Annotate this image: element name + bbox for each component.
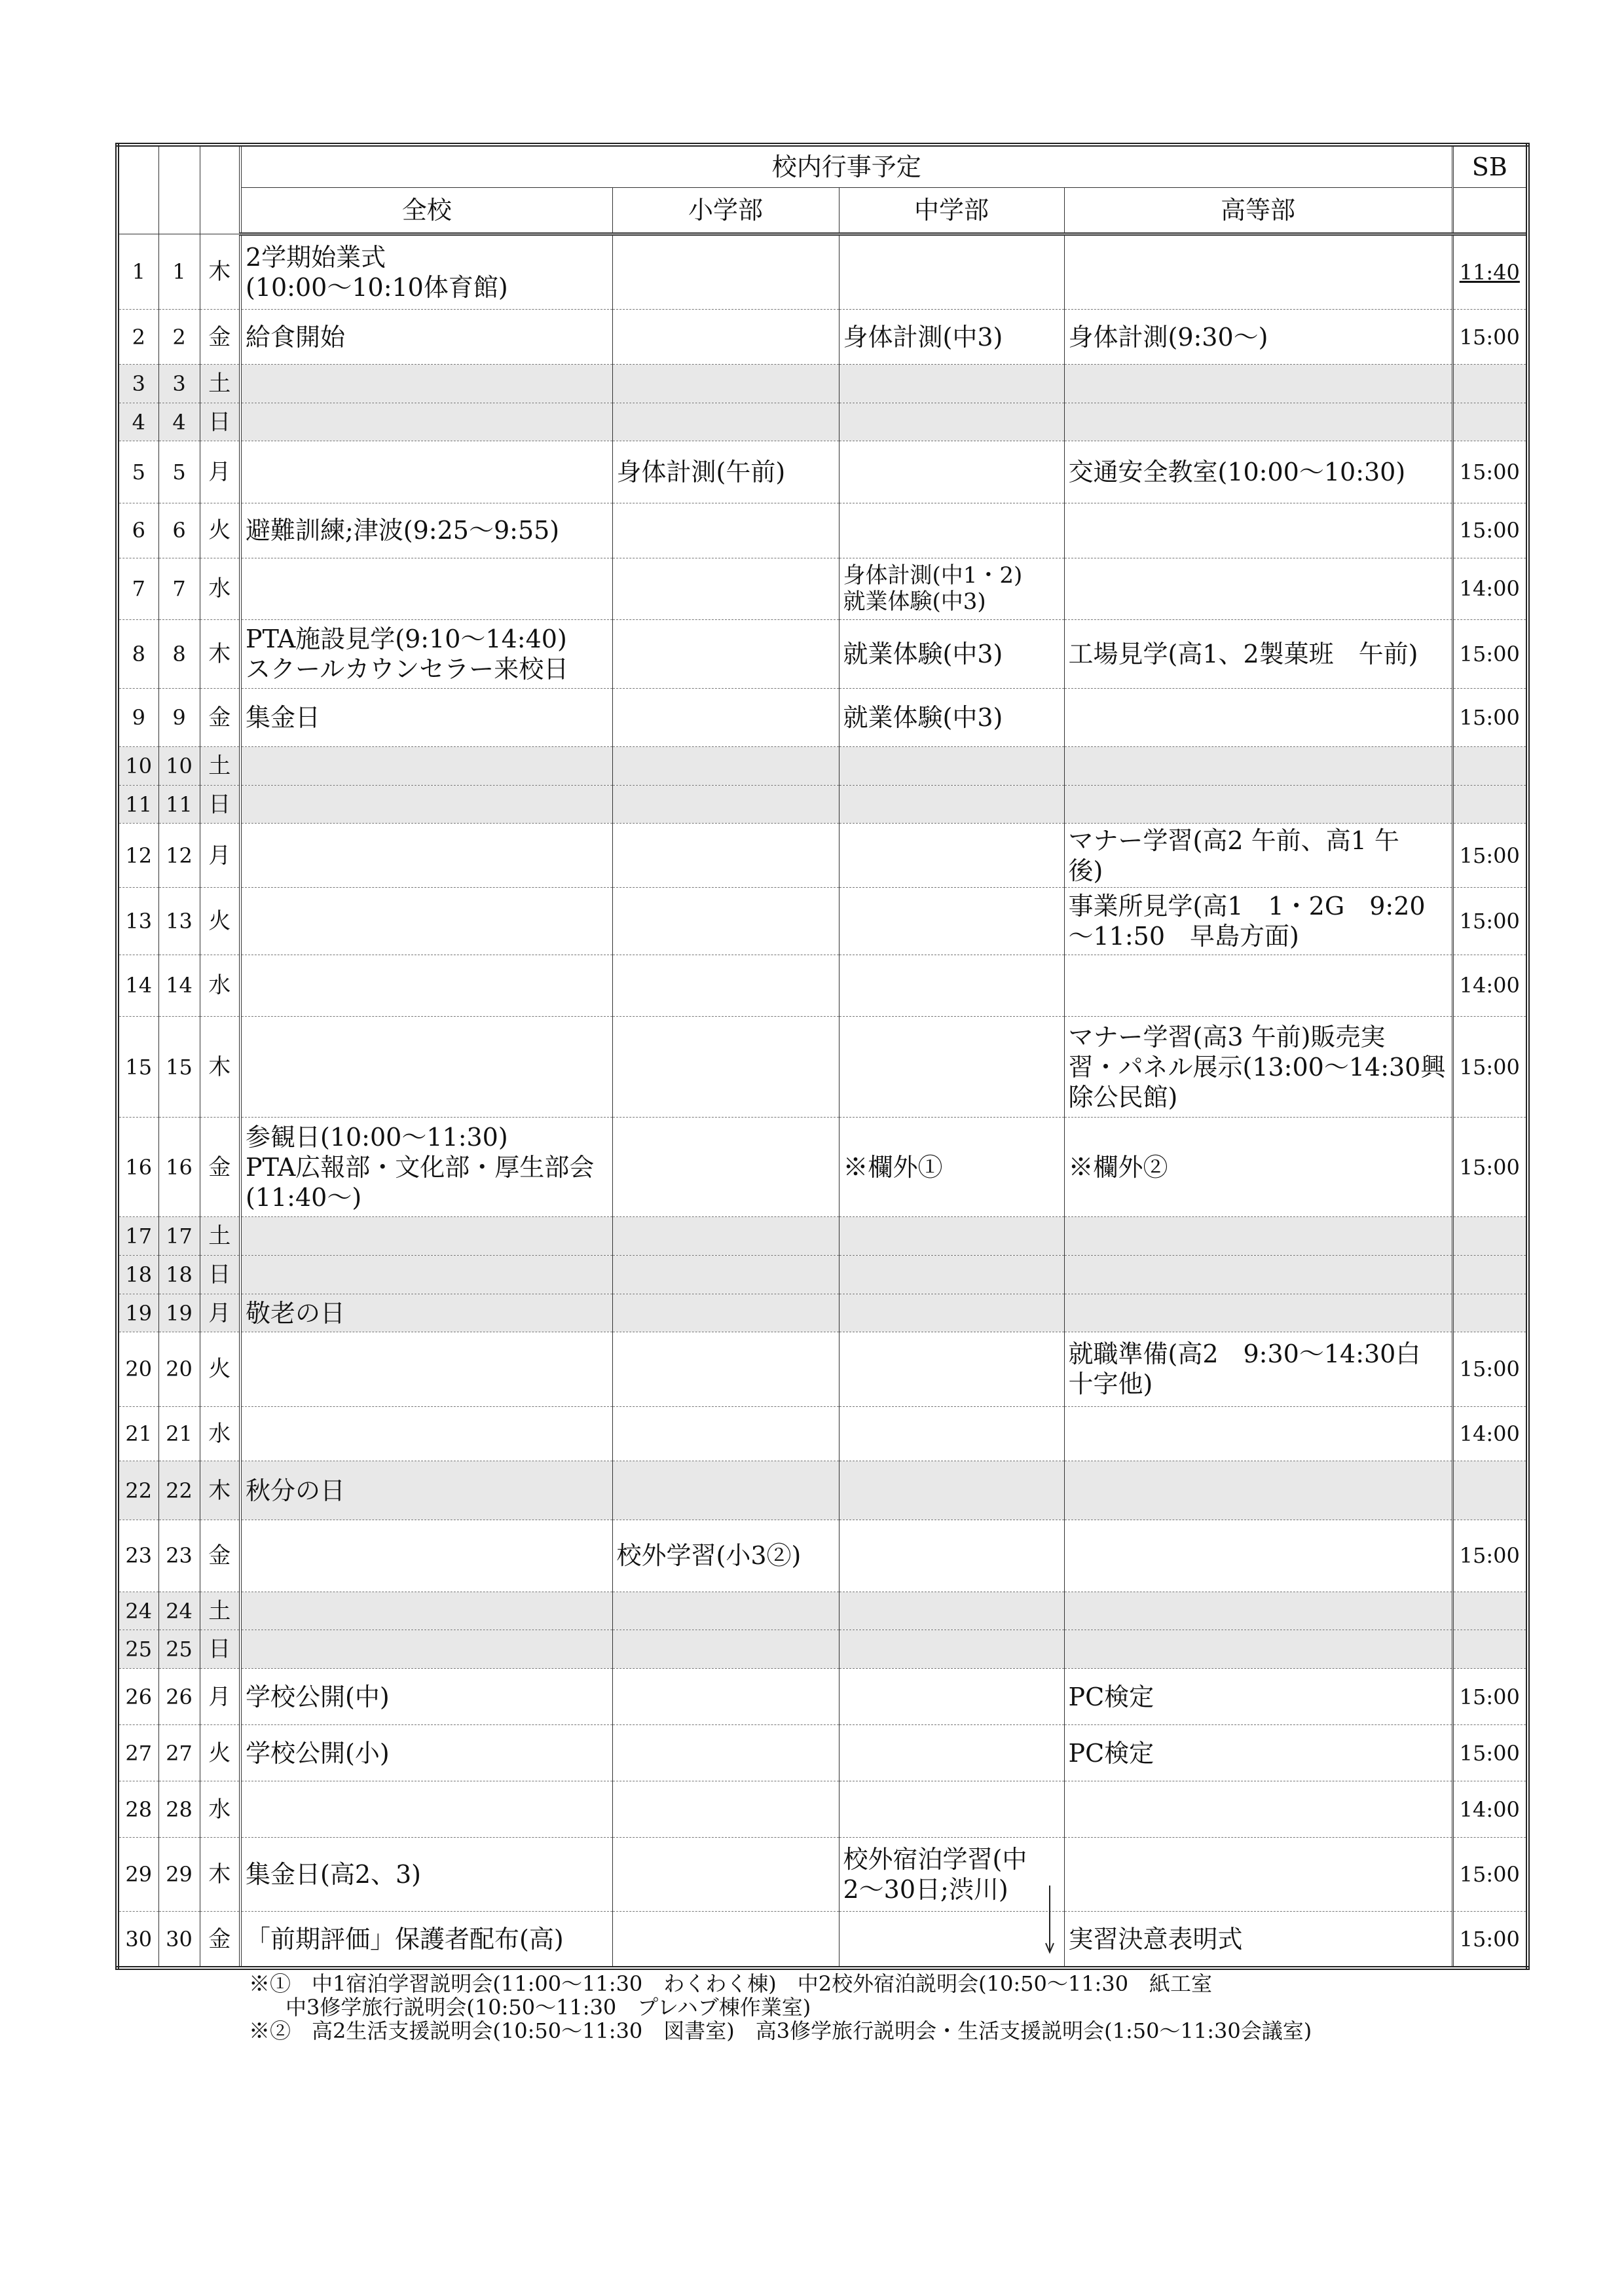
table-row	[117, 785, 1528, 824]
cell-elementary	[612, 1669, 839, 1725]
cell-junior-high	[839, 1912, 1064, 1968]
row-number: 13	[117, 887, 158, 955]
cell-junior-high	[839, 365, 1064, 403]
row-date: 26	[158, 1669, 200, 1725]
row-date: 12	[158, 824, 200, 888]
cell-high-school	[1064, 955, 1452, 1016]
row-number: 27	[117, 1725, 158, 1781]
cell-high-school	[1064, 234, 1452, 309]
cell-junior-high	[839, 1630, 1064, 1669]
cell-sb-time: 15:00	[1452, 1520, 1528, 1592]
cell-all-school	[240, 365, 612, 403]
cell-all-school: 集金日	[240, 688, 612, 746]
cell-high-school: 交通安全教室(10:00〜10:30)	[1064, 441, 1452, 503]
cell-junior-high: ※欄外①	[839, 1118, 1064, 1217]
table-row	[117, 1406, 1528, 1461]
table-row	[117, 1118, 1528, 1217]
footnote-1-cont: 中3修学旅行説明会(10:50〜11:30 プレハブ棟作業室)	[286, 1995, 811, 2020]
cell-high-school	[1064, 688, 1452, 746]
cell-sb-time: 15:00	[1452, 1669, 1528, 1725]
cell-all-school: 学校公開(中)	[240, 1669, 612, 1725]
row-weekday: 火	[200, 1725, 240, 1781]
row-weekday: 木	[200, 1838, 240, 1912]
row-date: 6	[158, 503, 200, 558]
table-row	[117, 1725, 1528, 1781]
cell-sb-time: 15:00	[1452, 1332, 1528, 1406]
cell-sb-time	[1452, 365, 1528, 403]
row-date: 3	[158, 365, 200, 403]
cell-elementary	[612, 688, 839, 746]
cell-elementary	[612, 1781, 839, 1838]
cell-junior-high	[839, 1461, 1064, 1520]
header-col-elementary: 小学部	[612, 187, 839, 234]
cell-junior-high	[839, 1781, 1064, 1838]
row-weekday: 金	[200, 1912, 240, 1968]
cell-sb-time	[1452, 1630, 1528, 1669]
row-date: 1	[158, 234, 200, 309]
row-date: 2	[158, 310, 200, 365]
cell-elementary	[612, 1118, 839, 1217]
cell-high-school	[1064, 1406, 1452, 1461]
cell-high-school	[1064, 1255, 1452, 1294]
cell-elementary	[612, 1406, 839, 1461]
cell-high-school	[1064, 503, 1452, 558]
cell-all-school	[240, 1630, 612, 1669]
table-row	[117, 1217, 1528, 1256]
cell-high-school: 工場見学(高1、2製菓班 午前)	[1064, 620, 1452, 689]
table-row	[117, 310, 1528, 365]
cell-all-school	[240, 1255, 612, 1294]
footnotes	[249, 1972, 1493, 2043]
row-number: 22	[117, 1461, 158, 1520]
cell-elementary	[612, 785, 839, 824]
cell-elementary	[612, 1294, 839, 1332]
row-weekday: 木	[200, 234, 240, 309]
cell-elementary	[612, 558, 839, 619]
cell-junior-high: 校外宿泊学習(中 2〜30日;渋川)	[839, 1838, 1064, 1912]
row-number: 17	[117, 1217, 158, 1256]
row-number: 4	[117, 403, 158, 441]
row-weekday: 水	[200, 1781, 240, 1838]
header-title: 校内行事予定	[240, 145, 1452, 187]
cell-junior-high: 身体計測(中1・2) 就業体験(中3)	[839, 558, 1064, 619]
cell-junior-high	[839, 1217, 1064, 1256]
cell-sb-time: 15:00	[1452, 887, 1528, 955]
row-weekday: 金	[200, 310, 240, 365]
cell-sb-time	[1452, 1217, 1528, 1256]
cell-sb-time	[1452, 403, 1528, 441]
cell-sb-time: 15:00	[1452, 824, 1528, 888]
cell-high-school	[1064, 1520, 1452, 1592]
cell-all-school	[240, 955, 612, 1016]
cell-high-school: 身体計測(9:30〜)	[1064, 310, 1452, 365]
row-number: 5	[117, 441, 158, 503]
cell-junior-high	[839, 1669, 1064, 1725]
cell-sb-time	[1452, 747, 1528, 786]
cell-high-school: ※欄外②	[1064, 1118, 1452, 1217]
row-weekday: 木	[200, 1461, 240, 1520]
cell-high-school	[1064, 403, 1452, 441]
row-date: 17	[158, 1217, 200, 1256]
cell-all-school: 学校公開(小)	[240, 1725, 612, 1781]
row-date: 19	[158, 1294, 200, 1332]
cell-sb-time	[1452, 785, 1528, 824]
row-weekday: 火	[200, 887, 240, 955]
row-weekday: 火	[200, 1332, 240, 1406]
row-date: 18	[158, 1255, 200, 1294]
cell-high-school: 実習決意表明式	[1064, 1912, 1452, 1968]
table-row	[117, 234, 1528, 309]
row-weekday: 金	[200, 688, 240, 746]
cell-junior-high	[839, 747, 1064, 786]
header-col-high: 高等部	[1064, 187, 1452, 234]
table-row	[117, 688, 1528, 746]
cell-sb-time: 14:00	[1452, 558, 1528, 619]
cell-junior-high	[839, 234, 1064, 309]
cell-high-school	[1064, 1630, 1452, 1669]
row-number: 18	[117, 1255, 158, 1294]
table-row	[117, 403, 1528, 441]
cell-high-school: マナー学習(高2 午前、高1 午 後)	[1064, 824, 1452, 888]
header-blank-week	[200, 145, 240, 234]
cell-all-school	[240, 1217, 612, 1256]
cell-all-school	[240, 1520, 612, 1592]
row-date: 25	[158, 1630, 200, 1669]
row-date: 14	[158, 955, 200, 1016]
row-number: 21	[117, 1406, 158, 1461]
row-date: 22	[158, 1461, 200, 1520]
footnote-2: ※② 高2生活支援説明会(10:50〜11:30 図書室) 高3修学旅行説明会・生活支援説明会(1:50〜11:30会議室)	[249, 2018, 1312, 2043]
row-date: 13	[158, 887, 200, 955]
cell-elementary	[612, 1592, 839, 1630]
row-date: 28	[158, 1781, 200, 1838]
cell-all-school: 「前期評価」保護者配布(高)	[240, 1912, 612, 1968]
cell-sb-time: 15:00	[1452, 1118, 1528, 1217]
cell-all-school	[240, 1406, 612, 1461]
cell-elementary	[612, 1912, 839, 1968]
cell-all-school	[240, 887, 612, 955]
table-row	[117, 620, 1528, 689]
row-weekday: 土	[200, 747, 240, 786]
cell-sb-time: 15:00	[1452, 310, 1528, 365]
cell-high-school	[1064, 558, 1452, 619]
row-number: 6	[117, 503, 158, 558]
cell-sb-time: 15:00	[1452, 1912, 1528, 1968]
row-date: 20	[158, 1332, 200, 1406]
row-date: 29	[158, 1838, 200, 1912]
row-date: 15	[158, 1017, 200, 1118]
row-weekday: 日	[200, 403, 240, 441]
cell-high-school	[1064, 1294, 1452, 1332]
row-weekday: 水	[200, 955, 240, 1016]
cell-junior-high	[839, 1017, 1064, 1118]
cell-all-school	[240, 785, 612, 824]
footnote-1: ※① 中1宿泊学習説明会(11:00〜11:30 わくわく棟) 中2校外宿泊説明会(10:50〜11:30 紙工室	[249, 1971, 1213, 1996]
table-row	[117, 1332, 1528, 1406]
cell-high-school: マナー学習(高3 午前)販売実 習・パネル展示(13:00〜14:30興 除公民館)	[1064, 1017, 1452, 1118]
row-date: 7	[158, 558, 200, 619]
table-row	[117, 955, 1528, 1016]
cell-all-school: 敬老の日	[240, 1294, 612, 1332]
cell-elementary	[612, 503, 839, 558]
header-blank-day	[158, 145, 200, 234]
down-arrow-icon	[1045, 1886, 1054, 1954]
cell-high-school: 就職準備(高2 9:30〜14:30白 十字他)	[1064, 1332, 1452, 1406]
cell-high-school: 事業所見学(高1 1・2G 9:20 〜11:50 早島方面)	[1064, 887, 1452, 955]
cell-elementary	[612, 1725, 839, 1781]
cell-all-school	[240, 1592, 612, 1630]
cell-junior-high	[839, 503, 1064, 558]
row-date: 21	[158, 1406, 200, 1461]
table-row	[117, 1255, 1528, 1294]
table-row	[117, 441, 1528, 503]
cell-elementary	[612, 824, 839, 888]
row-weekday: 金	[200, 1520, 240, 1592]
header-sb-blank	[1452, 187, 1528, 234]
row-weekday: 月	[200, 824, 240, 888]
cell-all-school: 給食開始	[240, 310, 612, 365]
cell-elementary	[612, 403, 839, 441]
row-date: 24	[158, 1592, 200, 1630]
table-row	[117, 1838, 1528, 1912]
cell-junior-high	[839, 824, 1064, 888]
cell-sb-time: 15:00	[1452, 1725, 1528, 1781]
cell-sb-time: 15:00	[1452, 1838, 1528, 1912]
cell-sb-time: 15:00	[1452, 503, 1528, 558]
row-date: 5	[158, 441, 200, 503]
cell-elementary	[612, 1255, 839, 1294]
table-row	[117, 1912, 1528, 1968]
row-number: 14	[117, 955, 158, 1016]
row-number: 24	[117, 1592, 158, 1630]
table-row	[117, 824, 1528, 888]
cell-all-school	[240, 441, 612, 503]
header-row-title	[117, 145, 1528, 187]
cell-sb-time	[1452, 1255, 1528, 1294]
row-date: 11	[158, 785, 200, 824]
cell-elementary	[612, 887, 839, 955]
row-number: 16	[117, 1118, 158, 1217]
cell-junior-high	[839, 1406, 1064, 1461]
cell-elementary	[612, 747, 839, 786]
cell-high-school	[1064, 1781, 1452, 1838]
cell-elementary	[612, 1217, 839, 1256]
cell-all-school: 秋分の日	[240, 1461, 612, 1520]
cell-all-school	[240, 558, 612, 619]
row-weekday: 土	[200, 1217, 240, 1256]
row-number: 15	[117, 1017, 158, 1118]
header-sb: SB	[1452, 145, 1528, 187]
cell-all-school: PTA施設見学(9:10〜14:40) スクールカウンセラー来校日	[240, 620, 612, 689]
cell-sb-time	[1452, 1461, 1528, 1520]
cell-sb-time	[1452, 1592, 1528, 1630]
cell-high-school	[1064, 785, 1452, 824]
table-row	[117, 1520, 1528, 1592]
header-col-junior: 中学部	[839, 187, 1064, 234]
row-number: 25	[117, 1630, 158, 1669]
row-number: 12	[117, 824, 158, 888]
cell-sb-time: 14:00	[1452, 1781, 1528, 1838]
cell-high-school	[1064, 365, 1452, 403]
cell-sb-time: 14:00	[1452, 1406, 1528, 1461]
row-number: 11	[117, 785, 158, 824]
cell-elementary	[612, 1630, 839, 1669]
header-blank-num	[117, 145, 158, 234]
cell-sb-time: 14:00	[1452, 955, 1528, 1016]
table-row	[117, 1294, 1528, 1332]
cell-elementary	[612, 365, 839, 403]
row-number: 29	[117, 1838, 158, 1912]
header-row-columns	[117, 187, 1528, 234]
row-number: 19	[117, 1294, 158, 1332]
cell-high-school	[1064, 1592, 1452, 1630]
table-row	[117, 1461, 1528, 1520]
row-number: 7	[117, 558, 158, 619]
cell-junior-high	[839, 1332, 1064, 1406]
header-col-all: 全校	[240, 187, 612, 234]
schedule-table	[115, 143, 1530, 1970]
row-date: 8	[158, 620, 200, 689]
row-number: 20	[117, 1332, 158, 1406]
row-weekday: 月	[200, 441, 240, 503]
row-weekday: 水	[200, 558, 240, 619]
cell-all-school: 集金日(高2、3)	[240, 1838, 612, 1912]
cell-junior-high	[839, 1520, 1064, 1592]
cell-sb-time: 11:40	[1452, 234, 1528, 309]
row-number: 26	[117, 1669, 158, 1725]
cell-elementary	[612, 234, 839, 309]
row-date: 30	[158, 1912, 200, 1968]
cell-all-school	[240, 403, 612, 441]
row-date: 23	[158, 1520, 200, 1592]
row-weekday: 火	[200, 503, 240, 558]
cell-junior-high	[839, 1294, 1064, 1332]
row-weekday: 水	[200, 1406, 240, 1461]
row-number: 30	[117, 1912, 158, 1968]
row-date: 27	[158, 1725, 200, 1781]
row-weekday: 土	[200, 1592, 240, 1630]
table-row	[117, 1630, 1528, 1669]
cell-all-school	[240, 1332, 612, 1406]
row-weekday: 金	[200, 1118, 240, 1217]
row-date: 10	[158, 747, 200, 786]
row-date: 9	[158, 688, 200, 746]
row-weekday: 月	[200, 1669, 240, 1725]
table-row	[117, 503, 1528, 558]
cell-junior-high	[839, 1255, 1064, 1294]
cell-junior-high	[839, 1725, 1064, 1781]
cell-junior-high	[839, 785, 1064, 824]
row-number: 23	[117, 1520, 158, 1592]
row-number: 10	[117, 747, 158, 786]
table-row	[117, 1592, 1528, 1630]
cell-high-school	[1064, 1838, 1452, 1912]
row-weekday: 木	[200, 620, 240, 689]
row-number: 1	[117, 234, 158, 309]
cell-elementary	[612, 1838, 839, 1912]
cell-sb-time: 15:00	[1452, 1017, 1528, 1118]
row-number: 9	[117, 688, 158, 746]
cell-all-school	[240, 1017, 612, 1118]
row-date: 16	[158, 1118, 200, 1217]
cell-elementary	[612, 1017, 839, 1118]
cell-junior-high	[839, 403, 1064, 441]
cell-elementary: 校外学習(小3②)	[612, 1520, 839, 1592]
cell-all-school	[240, 1781, 612, 1838]
row-weekday: 木	[200, 1017, 240, 1118]
cell-sb-time: 15:00	[1452, 620, 1528, 689]
cell-junior-high: 就業体験(中3)	[839, 688, 1064, 746]
cell-sb-time: 15:00	[1452, 441, 1528, 503]
cell-elementary	[612, 310, 839, 365]
cell-high-school	[1064, 1217, 1452, 1256]
cell-junior-high	[839, 887, 1064, 955]
cell-high-school	[1064, 1461, 1452, 1520]
cell-high-school: PC検定	[1064, 1725, 1452, 1781]
cell-junior-high	[839, 1592, 1064, 1630]
row-weekday: 日	[200, 785, 240, 824]
row-weekday: 日	[200, 1630, 240, 1669]
row-weekday: 月	[200, 1294, 240, 1332]
row-weekday: 土	[200, 365, 240, 403]
cell-high-school: PC検定	[1064, 1669, 1452, 1725]
row-number: 2	[117, 310, 158, 365]
cell-sb-time: 15:00	[1452, 688, 1528, 746]
table-row	[117, 887, 1528, 955]
row-date: 4	[158, 403, 200, 441]
row-number: 8	[117, 620, 158, 689]
cell-junior-high: 就業体験(中3)	[839, 620, 1064, 689]
table-row	[117, 1669, 1528, 1725]
cell-high-school	[1064, 747, 1452, 786]
table-row	[117, 1017, 1528, 1118]
table-row	[117, 365, 1528, 403]
cell-all-school	[240, 824, 612, 888]
cell-all-school: 避難訓練;津波(9:25〜9:55)	[240, 503, 612, 558]
row-number: 3	[117, 365, 158, 403]
row-weekday: 日	[200, 1255, 240, 1294]
cell-elementary	[612, 1461, 839, 1520]
cell-all-school	[240, 747, 612, 786]
table-row	[117, 558, 1528, 619]
cell-elementary	[612, 1332, 839, 1406]
cell-junior-high	[839, 441, 1064, 503]
cell-junior-high: 身体計測(中3)	[839, 310, 1064, 365]
cell-all-school: 参観日(10:00〜11:30) PTA広報部・文化部・厚生部会 (11:40〜)	[240, 1118, 612, 1217]
cell-all-school: 2学期始業式 (10:00〜10:10体育館)	[240, 234, 612, 309]
table-row	[117, 1781, 1528, 1838]
cell-elementary	[612, 955, 839, 1016]
cell-elementary	[612, 620, 839, 689]
table-row	[117, 747, 1528, 786]
cell-sb-time	[1452, 1294, 1528, 1332]
cell-junior-high	[839, 955, 1064, 1016]
cell-elementary: 身体計測(午前)	[612, 441, 839, 503]
row-number: 28	[117, 1781, 158, 1838]
